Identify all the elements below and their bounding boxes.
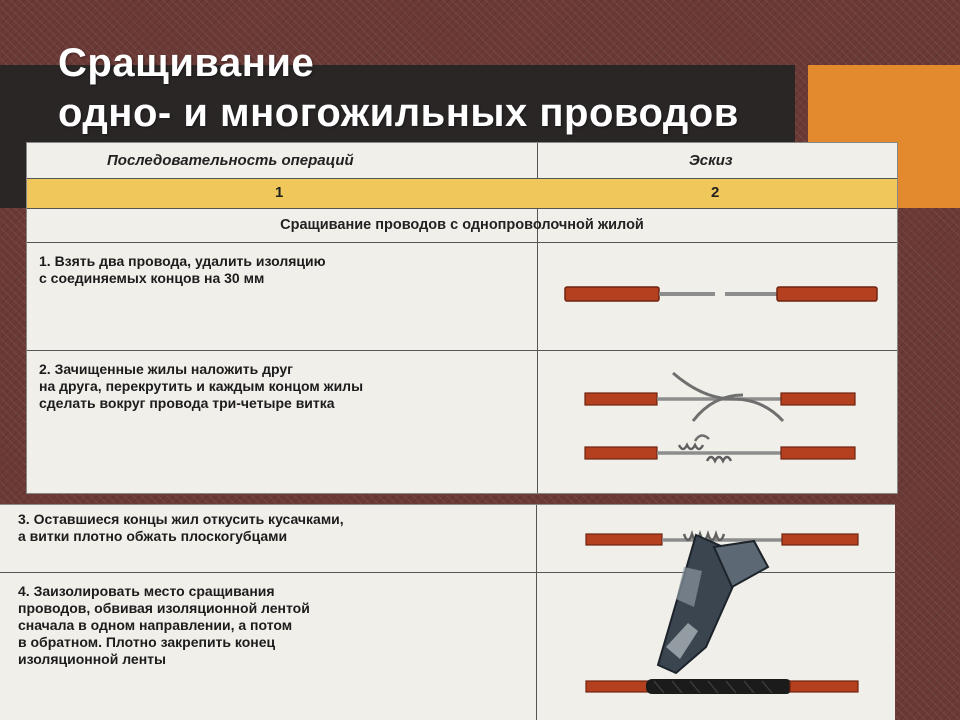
wire-end-loop xyxy=(695,435,709,441)
wire-insulation-right-d xyxy=(790,681,858,692)
wire-insulation-left-d xyxy=(586,681,648,692)
wire-insulation-right-b xyxy=(781,447,855,459)
operations-table-lower xyxy=(0,504,895,720)
step-2-text: 2. Зачищенные жилы наложить друг на друга, перекрутить и каждым концом жилы сделать вокруг провода три-четыре витка xyxy=(39,361,364,411)
sketch-step-2 xyxy=(583,365,863,475)
step-3-text: 3. Оставшиеся концы жил откусить кусачками, а витки плотно обжать плоскогубцами xyxy=(18,511,344,544)
table-row-step-3 xyxy=(0,505,895,573)
step-1-text: 1. Взять два провода, удалить изоляцию с соединяемых концов на 30 мм xyxy=(39,253,326,286)
table-row-step-1 xyxy=(27,243,897,351)
table-row-step-4 xyxy=(0,573,895,720)
wire-insulation-left-b xyxy=(585,447,657,459)
slide-title-line1: Сращивание xyxy=(58,41,315,85)
wire-insulation-left xyxy=(565,287,659,301)
sketch-step-1 xyxy=(563,279,883,309)
operations-table-upper xyxy=(26,142,898,494)
wire-insulation-right-a xyxy=(781,393,855,405)
wire-insulation-right xyxy=(777,287,877,301)
section-title: Сращивание проводов с однопроволочной жилой xyxy=(280,217,644,233)
table-header-row xyxy=(27,143,897,179)
wire-insulation-left-a xyxy=(585,393,657,405)
section-title-row xyxy=(27,209,897,243)
table-row-step-2 xyxy=(27,351,897,495)
column-number-2: 2 xyxy=(711,184,720,201)
slide-title-line2: одно- и многожильных проводов xyxy=(58,91,739,135)
column-number-1: 1 xyxy=(275,184,284,201)
header-operations: Последовательность операций xyxy=(107,152,354,169)
column-number-row xyxy=(27,179,897,209)
sketch-step-4 xyxy=(584,677,860,697)
header-sketch: Эскиз xyxy=(689,152,733,169)
step-4-text: 4. Заизолировать место сращивания проводов, обвивая изоляционной лентой сначала в одном направлении, а потом в обратном. Плотно закрепить конец изоляционной ленты xyxy=(18,583,310,667)
slide-title xyxy=(58,38,818,138)
wire-insulation-right-c xyxy=(782,534,858,545)
